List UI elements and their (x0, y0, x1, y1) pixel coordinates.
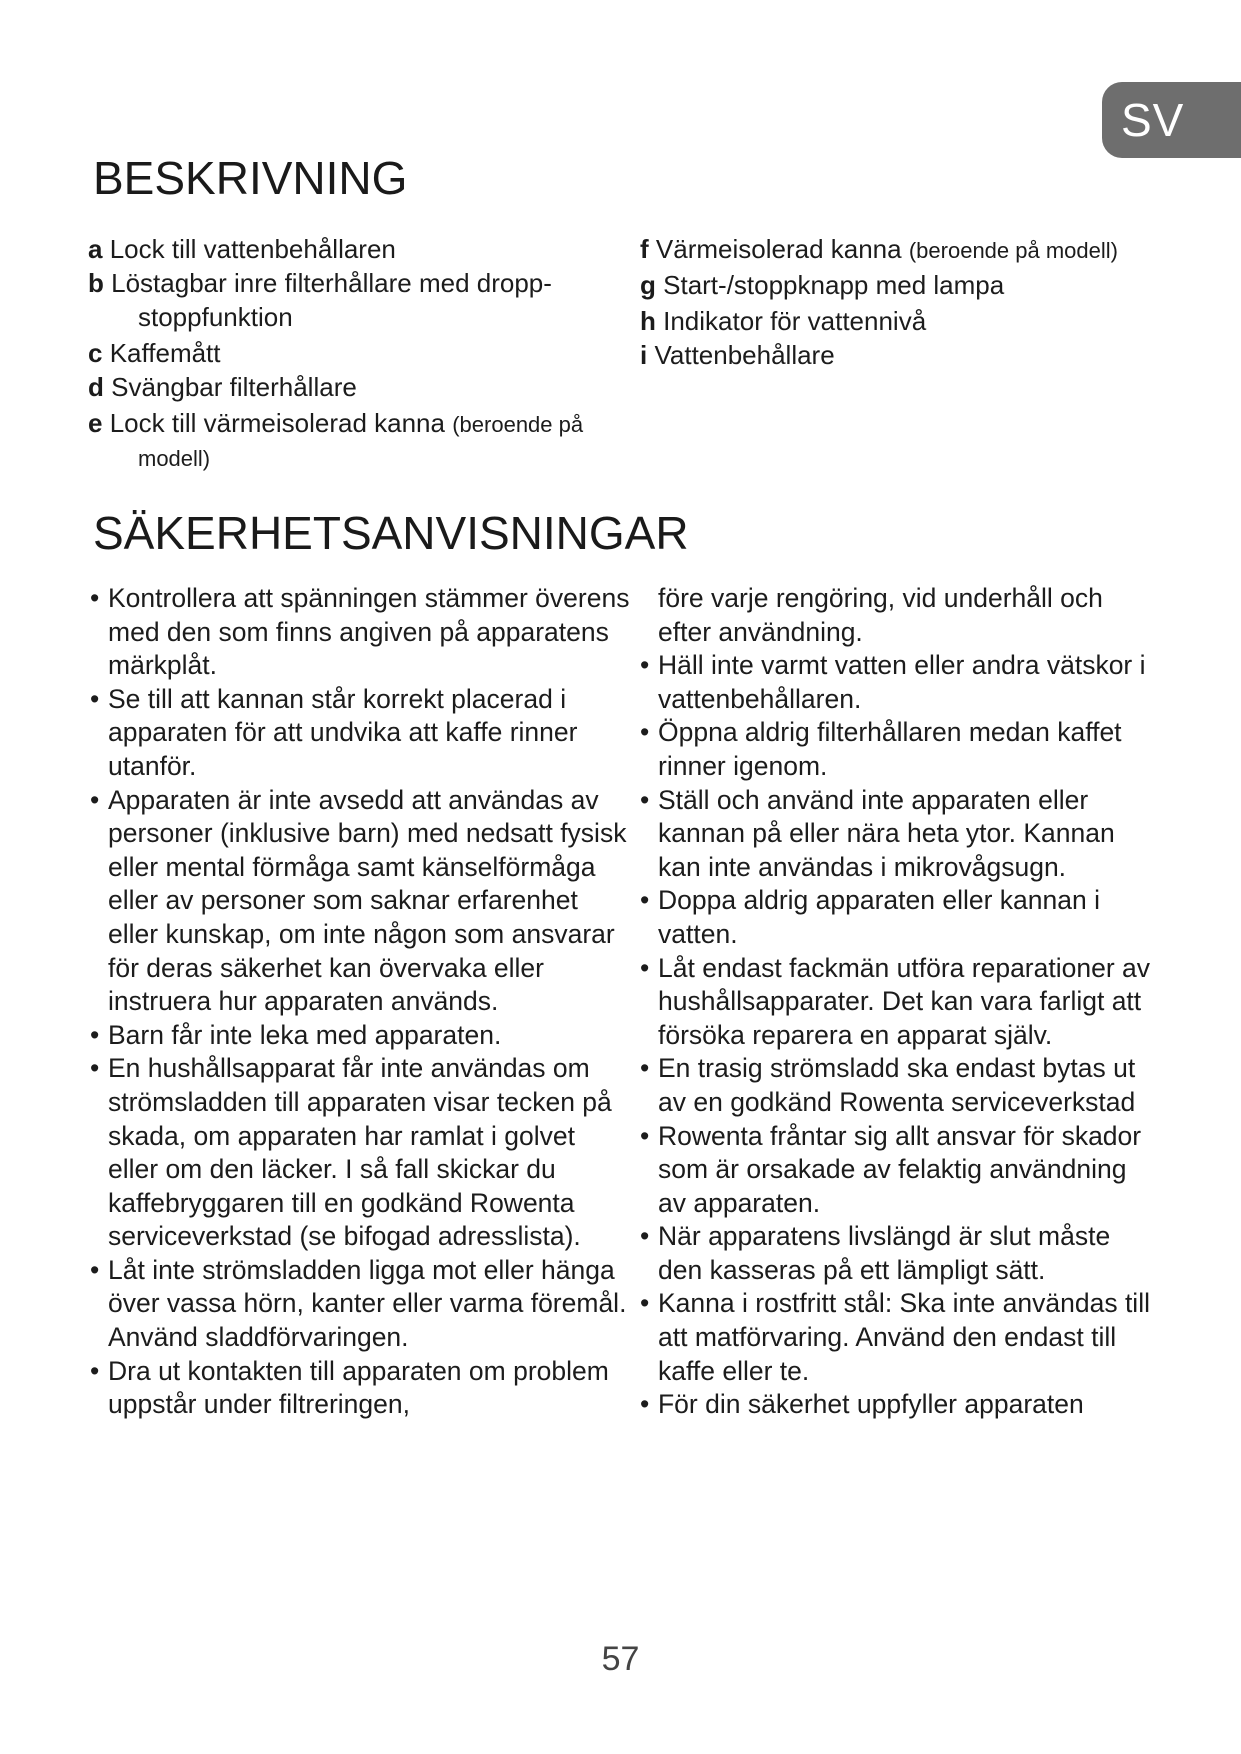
safety-heading: SÄKERHETSANVISNINGAR (93, 507, 689, 559)
description-list-right (640, 232, 1120, 372)
description-item: e Lock till värmeisolerad kanna (beroende på modell) (88, 408, 584, 471)
description-item: d Svängbar filterhållare (88, 372, 357, 402)
description-item: a Lock till vattenbehållaren (88, 234, 396, 264)
safety-item: • Rowenta fråntar sig allt ansvar för skador som är orsakade av felaktig användning av apparaten. (640, 1120, 1142, 1218)
safety-item: • En hushållsapparat får inte användas om strömsladden till apparaten visar tecken på skada, om apparaten har ramlat i golvet eller om den läcker. I så fall skickar du kaffebryggaren till en godkänd Rowenta serviceverkstad (se bifogad adresslista). (90, 1053, 612, 1252)
safety-list-right (640, 582, 1160, 1422)
safety-item: • Doppa aldrig apparaten eller kannan i vatten. (640, 885, 1100, 949)
safety-list-left (90, 582, 630, 1422)
description-item: i Vattenbehållare (640, 340, 835, 370)
language-tab: SV (1102, 82, 1241, 158)
safety-item: • Häll inte varmt vatten eller andra vätskor i vattenbehållaren. (640, 650, 1146, 714)
safety-item: • Kanna i rostfritt stål: Ska inte användas till att matförvaring. Använd den endast till kaffe eller te. (640, 1288, 1150, 1386)
description-item: g Start-/stoppknapp med lampa (640, 270, 1005, 300)
safety-item-continuation: före varje rengöring, vid underhåll och efter användning. (658, 583, 1103, 647)
page-number: 57 (601, 1640, 640, 1678)
description-heading: BESKRIVNING (93, 152, 408, 204)
description-item: c Kaffemått (88, 338, 221, 368)
description-item: b Löstagbar inre filterhållare med dropp-stoppfunktion (88, 268, 552, 332)
safety-item: • Se till att kannan står korrekt placerad i apparaten för att undvika att kaffe rinner utanför. (90, 683, 578, 781)
safety-item: • Dra ut kontakten till apparaten om problem uppstår under filtreringen, (90, 1355, 609, 1420)
description-item: f Värmeisolerad kanna (beroende på modell) (640, 234, 1118, 264)
safety-item: • En trasig strömsladd ska endast bytas ut av en godkänd Rowenta serviceverkstad (640, 1053, 1136, 1117)
safety-item: • Låt inte strömsladden ligga mot eller hänga över vassa hörn, kanter eller varma föremål. Använd sladdförvaringen. (90, 1254, 627, 1353)
description-item: h Indikator för vattennivå (640, 306, 927, 336)
safety-item: • Barn får inte leka med apparaten. (90, 1019, 502, 1050)
description-list-left (88, 232, 588, 474)
model-note: (beroende på modell) (908, 238, 1118, 263)
safety-item: • När apparatens livslängd är slut måste den kasseras på ett lämpligt sätt. (640, 1221, 1111, 1285)
safety-item: • Apparaten är inte avsedd att användas av personer (inklusive barn) med nedsatt fysisk eller mental förmåga samt känselförmåga eller av personer som saknar erfarenhet eller kunskap, om inte någon som ansvarar för deras säkerhet kan övervaka eller instruera hur apparaten används. (90, 784, 627, 1017)
safety-item: • Låt endast fackmän utföra reparationer av hushållsapparater. Det kan vara farligt att försöka reparera en apparat själv. (640, 952, 1151, 1050)
model-note: (beroende på modell) (138, 412, 584, 471)
safety-item: • Öppna aldrig filterhållaren medan kaffet rinner igenom. (640, 717, 1122, 781)
safety-item: • Ställ och använd inte apparaten eller kannan på eller nära heta ytor. Kannan kan inte användas i mikrovågsugn. (640, 784, 1115, 882)
safety-item: • För din säkerhet uppfyller apparaten (640, 1389, 1084, 1420)
safety-item: • Kontrollera att spänningen stämmer överens med den som finns angiven på apparatens märkplåt. (90, 583, 630, 681)
